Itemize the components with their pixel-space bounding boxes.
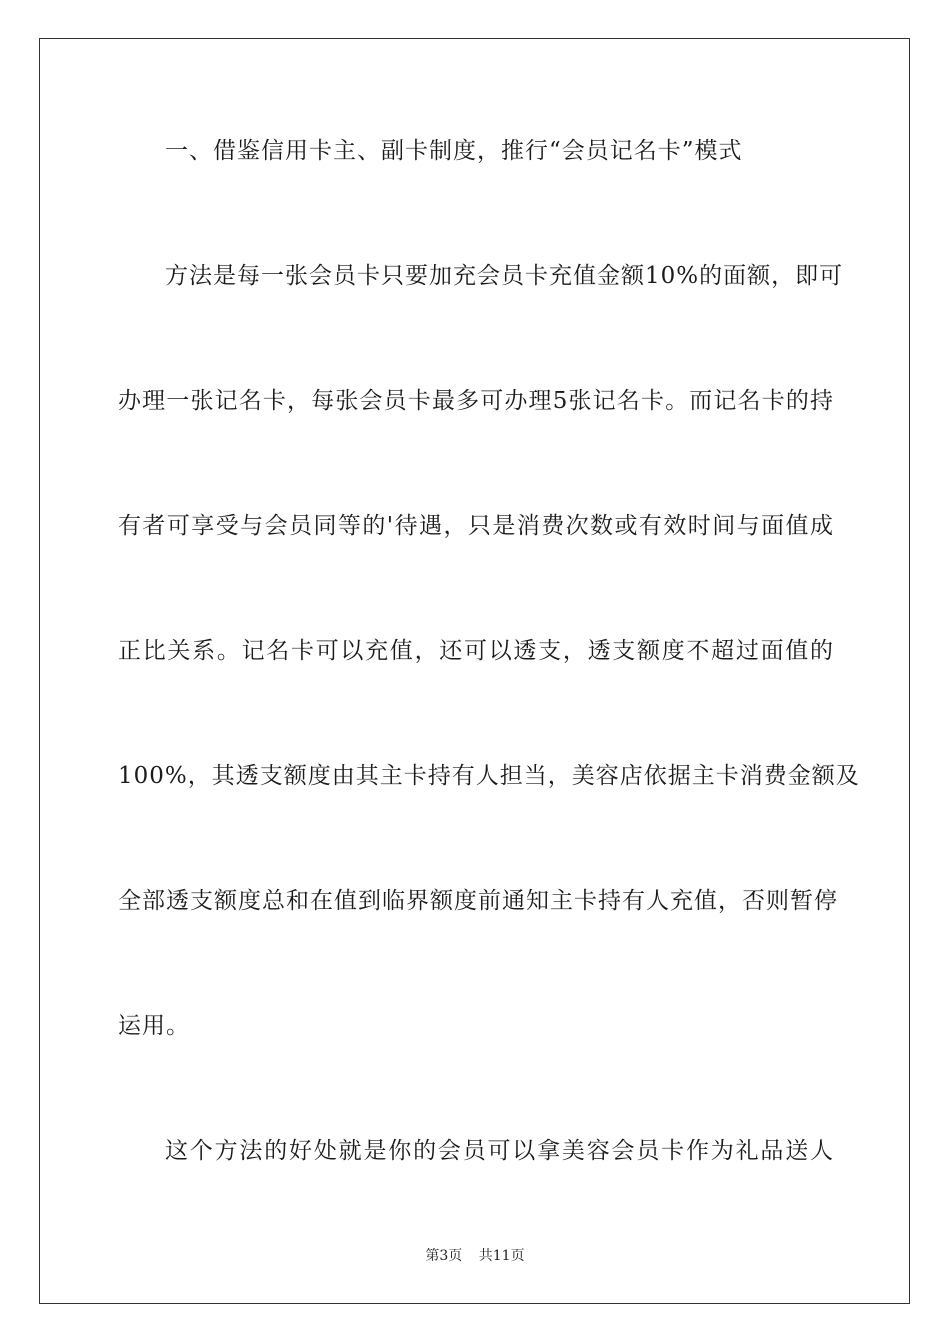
paragraph-line: 有者可享受与会员同等的'待遇，只是消费次数或有效时间与面值成 (118, 513, 834, 539)
paragraph-line: 运用。 (118, 1013, 190, 1039)
paragraph-line: 办理一张记名卡，每张会员卡最多可办理5张记名卡。而记名卡的持 (118, 388, 834, 414)
paragraph-line: 100%，其透支额度由其主卡持有人担当，美容店依据主卡消费金额及 (118, 763, 860, 789)
page-number: 第3页 (425, 1248, 463, 1264)
page-total: 共11页 (478, 1248, 525, 1264)
paragraph-line: 方法是每一张会员卡只要加充会员卡充值金额10%的面额，即可 (165, 263, 844, 289)
page-footer (0, 1247, 950, 1265)
paragraph-line: 这个方法的好处就是你的会员可以拿美容会员卡作为礼品送人 (165, 1138, 834, 1164)
section-heading: 一、借鉴信用卡主、副卡制度，推行“会员记名卡”模式 (165, 138, 743, 164)
paragraph-line: 全部透支额度总和在值到临界额度前通知主卡持有人充值，否则暂停 (118, 888, 838, 914)
page-border (39, 38, 910, 1304)
paragraph-line: 正比关系。记名卡可以充值，还可以透支，透支额度不超过面值的 (118, 638, 834, 664)
